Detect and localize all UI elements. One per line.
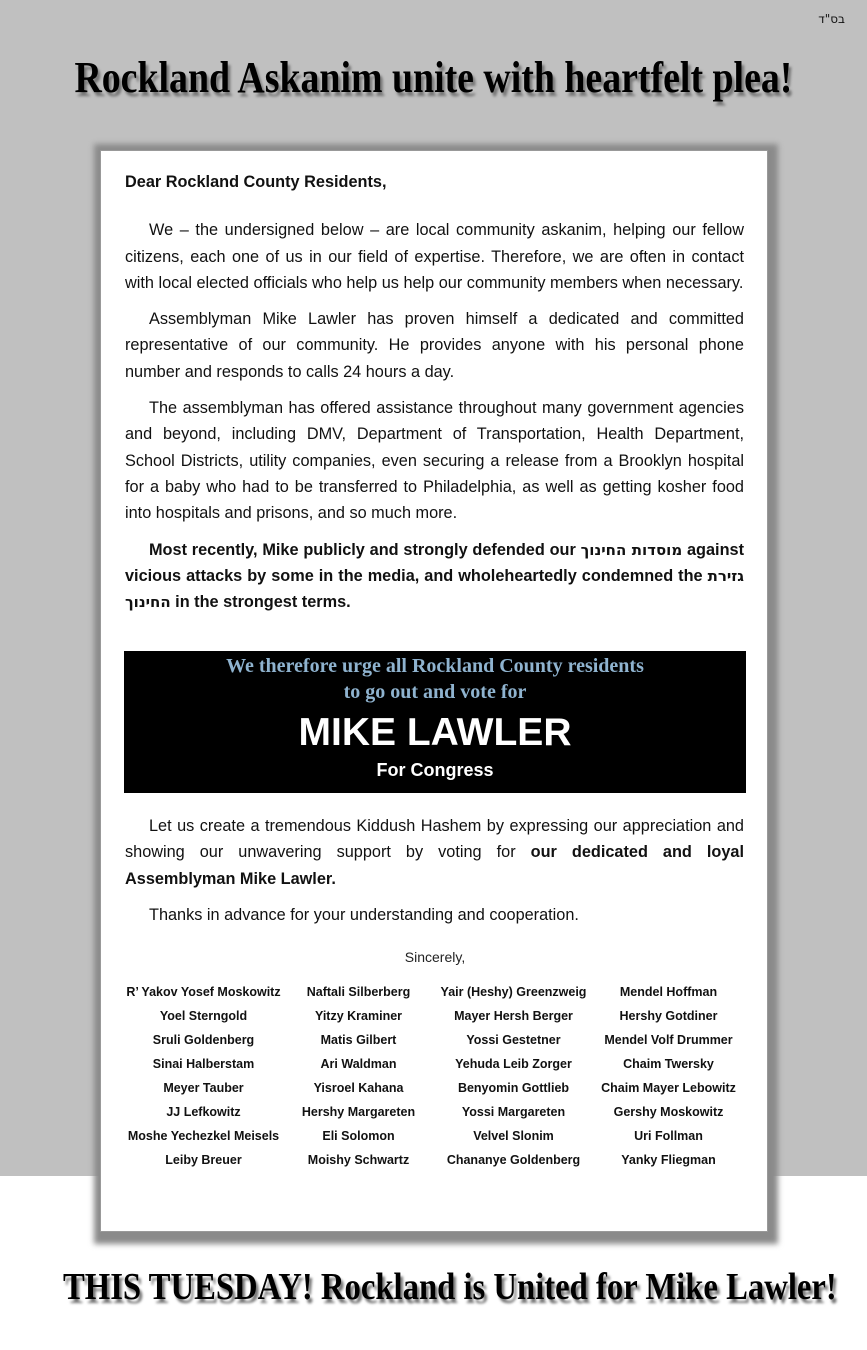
paragraph-5 (125, 813, 744, 892)
signatory-name: Benyomin Gottlieb (457, 1081, 570, 1095)
paragraph-2: Assemblyman Mike Lawler has proven himself a dedicated and committed representative of our community. He provides anyone with his personal phone number and responds to calls 24 hours a day. (125, 310, 744, 381)
signatory-name: Uri Follman (634, 1129, 703, 1143)
footer-headline-text: THIS TUESDAY! Rockland is United for Mike Lawler! (62, 1266, 837, 1308)
signatory-name: Mayer Hersh Berger (454, 1009, 573, 1023)
paragraph-1: We – the undersigned below – are local community askanim, helping our fellow citizens, each one of us in our field of expertise. Therefore, we are often in contact with local elected officials who help us help our community members when necessary. (125, 221, 744, 292)
signatory-name: Chaim Mayer Lebowitz (601, 1081, 736, 1095)
signatory-name: Yoel Sterngold (159, 1009, 248, 1023)
paragraph-4 (125, 537, 744, 616)
signatory-name: JJ Lefkowitz (166, 1105, 241, 1119)
signatory-name: Ari Waldman (320, 1057, 397, 1071)
signatory-name: Moshe Yechezkel Meisels (127, 1129, 280, 1143)
signatories-list (126, 980, 746, 1172)
signatory-name: Moishy Schwartz (307, 1153, 410, 1167)
signatory-name: Gershy Moskowitz (613, 1105, 724, 1119)
paragraph-3: The assemblyman has offered assistance throughout many government agencies and beyond, including DMV, Department of Transportation, Health Department, School Districts, utility companies, even securing a release from a Brooklyn hospital for a baby who had to be transferred to Philadelphia, as well as getting kosher food into hospitals and prisons, and so much more. (125, 399, 744, 523)
candidate-name: MIKE LAWLER (298, 711, 572, 754)
letter-closing-body (125, 813, 744, 938)
greeting: Dear Rockland County Residents, (125, 173, 387, 191)
signatory-name: Matis Gilbert (320, 1033, 397, 1047)
signatory-name: Yitzy Kraminer (314, 1009, 403, 1023)
footer-headline (0, 1265, 867, 1309)
signatory-name: R’ Yakov Yosef Moskowitz (126, 985, 281, 999)
closing: Sincerely, (404, 949, 466, 965)
signatory-name: Yossi Margareten (461, 1105, 566, 1119)
signatory-name: Yanky Fliegman (621, 1153, 716, 1167)
banner-line-1: We therefore urge all Rockland County residents (226, 655, 644, 677)
hebrew-mosdos: מוסדות החינוך (580, 540, 683, 559)
signatory-name: Yehuda Leib Zorger (455, 1057, 572, 1071)
bsd-mark: בס"ד (818, 12, 845, 26)
signatory-name: Meyer Tauber (163, 1081, 244, 1095)
letter-body (125, 169, 744, 625)
signatory-name: Sinai Halberstam (152, 1057, 255, 1071)
signatory-name: Hershy Gotdiner (619, 1009, 718, 1023)
signatory-name: Mendel Volf Drummer (604, 1033, 733, 1047)
p4-text-b: against vicious attacks by some in the media, and wholeheartedly condemned the (125, 540, 744, 585)
letter-card (100, 150, 768, 1232)
signatory-name: Sruli Goldenberg (152, 1033, 255, 1047)
hebrew-gezeira: גזירת החינוך (125, 566, 744, 612)
signatory-name: Yossi Gestetner (466, 1033, 561, 1047)
signatory-name: Chaim Twersky (623, 1057, 714, 1071)
paragraph-6: Thanks in advance for your understanding and cooperation. (149, 905, 579, 924)
signatory-name: Leiby Breuer (165, 1153, 242, 1167)
signatory-name: Naftali Silberberg (306, 985, 411, 999)
candidate-office: For Congress (376, 760, 494, 780)
signatory-name: Hershy Margareten (301, 1105, 416, 1119)
p5-text-a: Let us create a tremendous Kiddush Hashem by expressing our appreciation and showing our unwavering support by voting for (125, 817, 744, 862)
signatory-name: Eli Solomon (322, 1129, 395, 1143)
p4-text-a: Most recently, Mike publicly and strongly defended our (149, 540, 581, 559)
signatory-name: Yair (Heshy) Greenzweig (440, 985, 587, 999)
signatory-name: Yisroel Kahana (313, 1081, 404, 1095)
headline (0, 52, 867, 103)
signatory-name: Velvel Slonim (473, 1129, 554, 1143)
headline-text: Rockland Askanim unite with heartfelt plea! (74, 53, 793, 102)
p5-text-b: our dedicated and loyal Assemblyman Mike Lawler. (125, 843, 744, 888)
p4-text-c: in the strongest terms. (170, 593, 351, 612)
banner-line-2: to go out and vote for (343, 681, 527, 703)
vote-banner (124, 651, 746, 793)
signatory-name: Chananye Goldenberg (446, 1153, 581, 1167)
signatory-name: Mendel Hoffman (619, 985, 718, 999)
